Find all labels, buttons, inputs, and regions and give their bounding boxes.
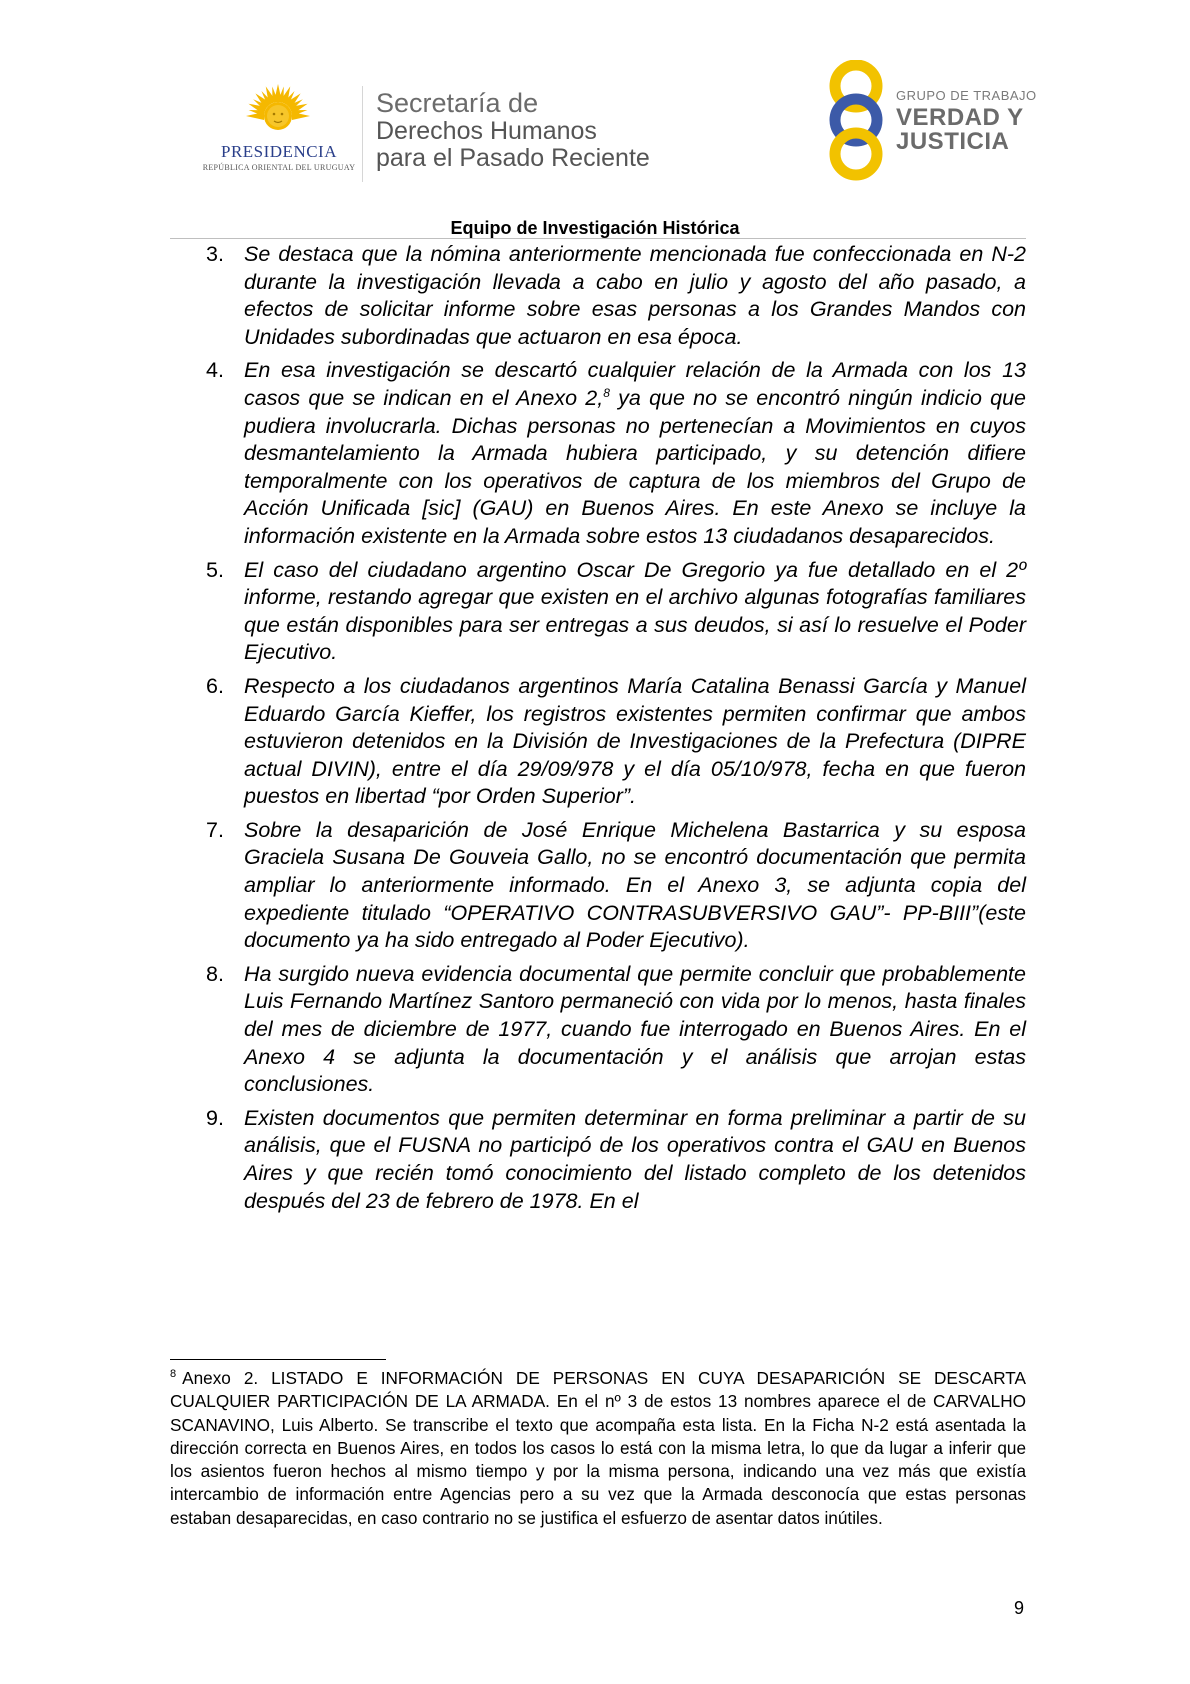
item-text-part-a: En esa investigación se descartó cualquier relación de la Armada con los 13 casos que se indican en el Anexo 2,	[244, 358, 1026, 410]
verdad-justicia-rings-logo	[818, 60, 908, 182]
item-text: Sobre la desaparición de José Enrique Michelena Bastarrica y su esposa Graciela Susana De Gouveia Gallo, no se encontró documentación que permita ampliar lo anteriormente informado. En el Anexo 3, se adjunta copia del expediente titulado “OPERATIVO CONTRASUBVERSIVO GAU”- PP-BIII”(este documento ya ha sido entregado al Poder Ejecutivo).	[244, 817, 1026, 953]
vyj-title-line-1: VERDAD Y	[896, 104, 1024, 131]
footnote-number: 8	[170, 1368, 177, 1381]
item-number: 8.	[206, 961, 224, 986]
item-number: 7.	[206, 817, 224, 842]
item-number: 3.	[206, 242, 224, 266]
item-text-part-b: ya que no se encontró ningún indicio que pudiera involucrarla. Dichas personas no pertenecían a Movimientos en cuyos desmantelamiento la Armada hubiera participado, y su detención difiere temporalmente con los operativos de captura de los miembros del Grupo de Acción Unificada [sic] (GAU) en Buenos Aires. En este Anexo se incluye la información existente en la Armada sobre estos 13 ciudadanos desaparecidos.	[244, 385, 1027, 548]
presidencia-subtitle: REPÚBLICA ORIENTAL DEL URUGUAY	[202, 163, 356, 172]
footnote-separator	[170, 1359, 386, 1360]
list-item	[196, 961, 1026, 1099]
list-item	[196, 817, 1026, 955]
vyj-group-label: GRUPO DE TRABAJO	[896, 88, 1037, 103]
item-text: Existen documentos que permiten determinar en forma preliminar a partir de su análisis, que el FUSNA no participó de los operativos contra el GAU en Buenos Aires y que recién tomó conocimiento del listado completo de los detenidos después del 23 de febrero de 1978. En el	[244, 1105, 1026, 1213]
secretaria-title	[376, 88, 650, 172]
team-heading: Equipo de Investigación Histórica	[450, 218, 740, 238]
item-number: 5.	[206, 557, 224, 582]
page-number: 9	[1014, 1598, 1025, 1618]
list-item	[196, 1105, 1026, 1215]
secretaria-line-1: Secretaría de	[376, 88, 539, 118]
list-item	[196, 673, 1026, 811]
footnote	[170, 1367, 1026, 1530]
item-text: Respecto a los ciudadanos argentinos María Catalina Benassi García y Manuel Eduardo García Kieffer, los registros existentes permiten confirmar que ambos estuvieron detenidos en la División de Investigaciones de la Prefectura (DIPRE actual DIVIN), entre el día 29/09/978 y el día 05/10/978, fecha en que fueron puestos en libertad “por Orden Superior”.	[244, 673, 1026, 809]
numbered-list	[196, 241, 1026, 1221]
vyj-title-line-2: JUSTICIA	[896, 128, 1010, 155]
item-text: El caso del ciudadano argentino Oscar De Gregorio ya fue detallado en el 2º informe, restando agregar que existen en el archivo algunas fotografías familiares que están disponibles para ser entregas a sus deudos, si así lo resuelve el Poder Ejecutivo.	[244, 557, 1026, 665]
presidencia-name: PRESIDENCIA	[220, 142, 337, 161]
item-text: Se destaca que la nómina anteriormente mencionada fue confeccionada en N-2 durante la investigación llevada a cabo en julio y agosto del año pasado, a efectos de solicitar informe sobre esas personas a los Grandes Mandos con Unidades subordinadas que actuaron en esa época.	[244, 242, 1026, 349]
item-number: 4.	[206, 358, 224, 383]
item-text: Ha surgido nueva evidencia documental que permite concluir que probablemente Luis Fernando Martínez Santoro permaneció con vida por lo menos, hasta finales del mes de diciembre de 1977, cuando fue interrogado en Buenos Aires. En el Anexo 4 se adjunta la documentación y el análisis que arrojan estas conclusiones.	[244, 961, 1026, 1097]
secretaria-line-2: Derechos Humanos	[376, 117, 597, 145]
list-item	[196, 241, 1026, 351]
item-number: 9.	[206, 1105, 224, 1130]
footnote-reference[interactable]: 8	[603, 385, 610, 400]
footnote-text: Anexo 2. LISTADO E INFORMACIÓN DE PERSONAS EN CUYA DESAPARICIÓN SE DESCARTA CUALQUIER PARTICIPACIÓN DE LA ARMADA. En el nº 3 de estos 13 nombres aparece el de CARVALHO SCANAVINO, Luis Alberto. Se transcribe el texto que acompaña esta lista. En la Ficha N-2 está asentada la dirección correcta en Buenos Aires, en todos los casos lo está con la misma letra, lo que da lugar a inferir que los asientos fueron hechos al mismo tiempo y por la misma persona, indicando una vez más que existía intercambio de información entre Agencias pero a su vez que la Armada desconocía que estas personas estaban desaparecidas, en caso contrario no se justifica el esfuerzo de asentar datos inútiles.	[170, 1368, 1026, 1528]
header-rule	[170, 238, 1026, 239]
list-item	[196, 357, 1026, 550]
header-divider	[362, 86, 363, 182]
item-number: 6.	[206, 673, 224, 698]
list-item	[196, 557, 1026, 667]
page-header	[0, 0, 1190, 200]
secretaria-line-3: para el Pasado Reciente	[376, 144, 650, 172]
